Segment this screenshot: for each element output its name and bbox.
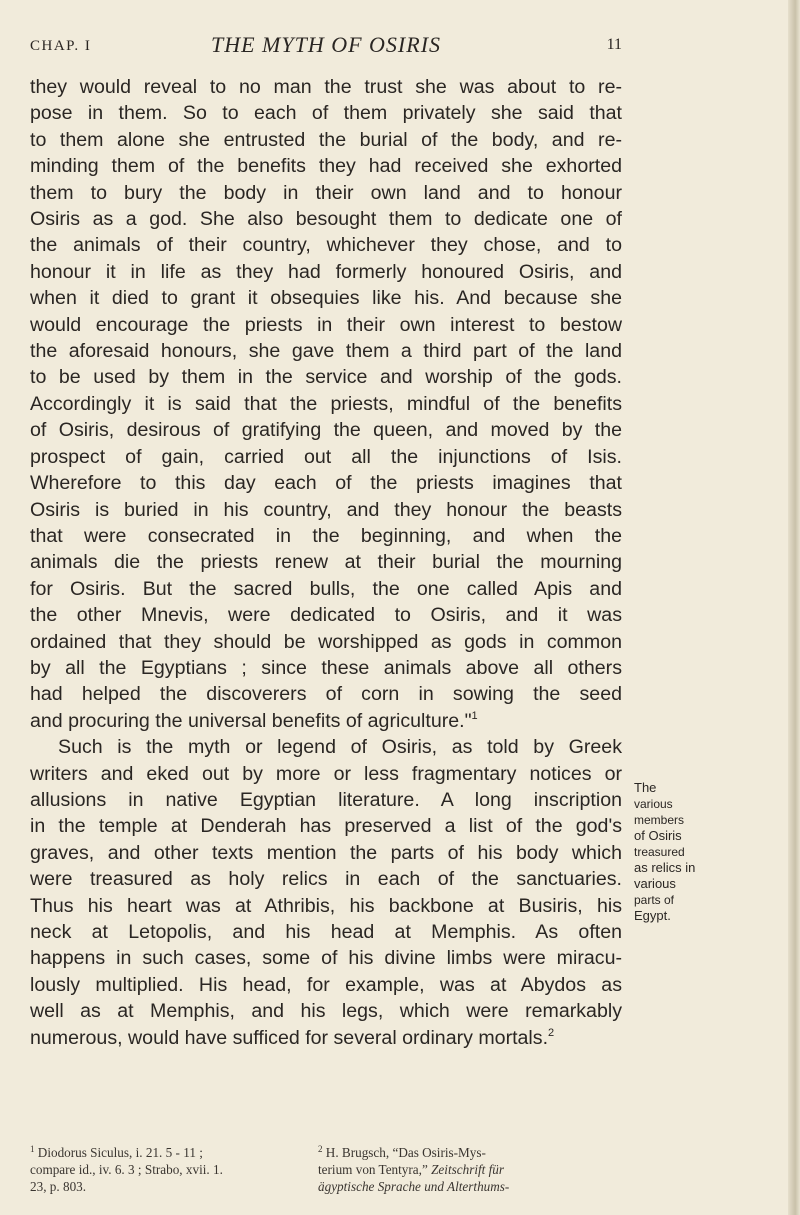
text-line: ordained that they should be worshipped as gods in common: [30, 630, 622, 653]
running-header: [30, 32, 622, 62]
chapter-label: CHAP. I: [30, 38, 92, 54]
footnote-mark-2[interactable]: 2: [548, 1026, 555, 1039]
text-line-content: and procuring the universal benefits of agriculture.": [30, 709, 472, 732]
text-line: Such is the myth or legend of Osiris, as told by Greek: [58, 736, 622, 759]
text-line: when it died to grant it obsequies like his. And because she: [30, 287, 622, 310]
text-line: [30, 708, 622, 734]
page-edge-shadow: [788, 0, 800, 1215]
footnote-2: [318, 1144, 622, 1195]
footnote-line: [318, 1178, 622, 1195]
text-line: the other Mnevis, were dedicated to Osiris, and it was: [30, 604, 622, 627]
footnote-text: terium von Tentyra,”: [318, 1162, 432, 1177]
text-line: prospect of gain, carried out all the injunctions of Isis.: [30, 445, 622, 468]
footnote-line: compare id., iv. 6. 3 ; Strabo, xvii. 1.: [30, 1162, 223, 1177]
text-line: Osiris is buried in his country, and they honour the beasts: [30, 498, 622, 521]
journal-title: ägyptische Sprache und Alterthums-: [318, 1179, 510, 1194]
text-line: to be used by them in the service and worship of the gods.: [30, 366, 622, 389]
footnote-line: [318, 1144, 622, 1161]
text-line: Wherefore to this day each of the priests imagines that: [30, 472, 622, 495]
text-line: to them alone she entrusted the burial of the body, and re-: [30, 128, 622, 151]
margin-note-line: The: [634, 780, 657, 795]
text-line: for Osiris. But the sacred bulls, the one called Apis and: [30, 577, 622, 600]
text-line: writers and eked out by more or less fragmentary notices or: [30, 762, 622, 785]
text-line: neck at Letopolis, and his head at Memphis. As often: [30, 921, 622, 943]
text-line: pose in them. So to each of them privately she said that: [30, 102, 622, 125]
margin-note-line: treasured: [634, 845, 685, 859]
footnote-number: 2: [318, 1144, 323, 1154]
text-line: had helped the discoverers of corn in sowing the seed: [30, 683, 622, 706]
footnote-text: Diodorus Siculus, i. 21. 5 - 11 ;: [37, 1145, 203, 1160]
footnote-mark-1[interactable]: 1: [471, 709, 478, 722]
footnote-line: [30, 1144, 298, 1161]
text-line: would encourage the priests in their own interest to bestow: [30, 313, 622, 336]
text-line: honour it in life as they had formerly honoured Osiris, and: [30, 260, 622, 283]
text-line: in the temple at Denderah has preserved a list of the god's: [30, 815, 622, 838]
footnote-1: [30, 1144, 298, 1195]
margin-note: [634, 780, 784, 924]
footnote-line: [318, 1161, 622, 1178]
text-line: Accordingly it is said that the priests, mindful of the benefits: [30, 392, 622, 415]
journal-title: Zeitschrift für: [431, 1162, 504, 1177]
text-line: were treasured as holy relics in each of the sanctuaries.: [30, 868, 622, 891]
margin-note-line: Egypt.: [634, 908, 671, 923]
margin-note-line: various: [634, 797, 673, 811]
text-line: happens in such cases, some of his divine limbs were miracu-: [30, 947, 622, 970]
footnote-number: 1: [30, 1144, 35, 1154]
text-line: Osiris as a god. She also besought them to dedicate one of: [30, 208, 622, 231]
text-line: allusions in native Egyptian literature. A long inscription: [30, 788, 622, 811]
text-line: graves, and other texts mention the parts of his body which: [30, 841, 622, 864]
running-title: THE MYTH OF OSIRIS: [210, 32, 442, 57]
text-line: them to bury the body in their own land and to honour: [30, 181, 622, 204]
body-text: [30, 74, 622, 1051]
text-line: the aforesaid honours, she gave them a third part of the land: [30, 340, 622, 363]
text-line: lously multiplied. His head, for example, was at Abydos as: [30, 973, 622, 996]
text-line: Thus his heart was at Athribis, his backbone at Busiris, his: [30, 894, 622, 917]
footnote-text: H. Brugsch, “Das Osiris-Mys-: [325, 1145, 486, 1160]
margin-note-line: various: [634, 876, 676, 891]
text-line: well as at Memphis, and his legs, which were remarkably: [30, 1000, 622, 1023]
text-line: the animals of their country, whichever they chose, and to: [30, 234, 622, 257]
margin-note-line: parts of: [634, 893, 675, 907]
text-line: of Osiris, desirous of gratifying the queen, and moved by the: [30, 419, 622, 442]
text-line-content: numerous, would have sufficed for several ordinary mortals.: [30, 1026, 549, 1049]
text-line: by all the Egyptians ; since these animals above all others: [30, 656, 622, 679]
text-line: they would reveal to no man the trust she was about to re-: [30, 76, 622, 98]
text-line: [30, 1025, 622, 1051]
margin-note-line: as relics in: [634, 860, 696, 875]
text-line: minding them of the benefits they had received she exhorted: [30, 155, 622, 178]
margin-note-line: of Osiris: [634, 828, 682, 843]
page-number: 11: [606, 36, 622, 53]
footnote-line: 23, p. 803.: [30, 1179, 87, 1194]
text-line: that were consecrated in the beginning, and when the: [30, 524, 622, 547]
margin-note-line: members: [634, 813, 685, 827]
text-line: animals die the priests renew at their burial the mourning: [30, 551, 622, 574]
